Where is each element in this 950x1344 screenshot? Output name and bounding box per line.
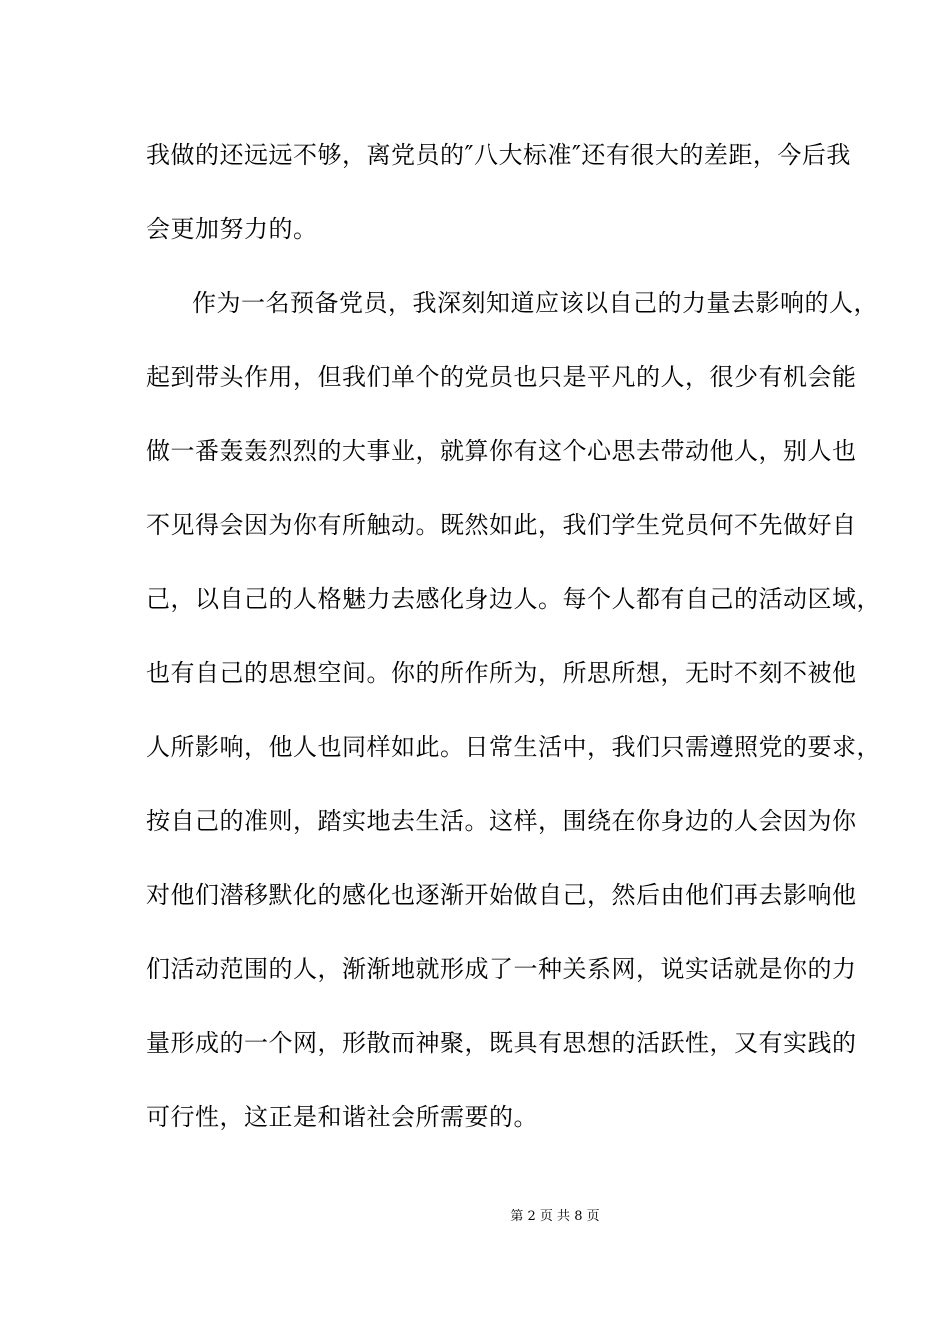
text-line: 对他们潜移默化的感化也逐渐开始做自己，然后由他们再去影响他 (146, 881, 857, 909)
text-line: 不见得会因为你有所触动。既然如此，我们学生党员何不先做好自 (146, 511, 857, 539)
text-line: 己，以自己的人格魅力去感化身边人。每个人都有自己的活动区域， (146, 585, 881, 613)
text-line: 按自己的准则，踏实地去生活。这样，围绕在你身边的人会因为你 (146, 807, 857, 835)
text-line: 会更加努力的。 (146, 215, 318, 243)
text-line: 量形成的一个网，形散而神聚，既具有思想的活跃性，又有实践的 (146, 1029, 857, 1057)
text-line: 可行性，这正是和谐社会所需要的。 (146, 1103, 538, 1131)
text-line: 也有自己的思想空间。你的所作所为，所思所想，无时不刻不被他 (146, 659, 857, 687)
text-line: 人所影响，他人也同样如此。日常生活中，我们只需遵照党的要求， (146, 733, 881, 761)
text-line: 起到带头作用，但我们单个的党员也只是平凡的人，很少有机会能 (146, 363, 857, 391)
text-line: 做一番轰轰烈烈的大事业，就算你有这个心思去带动他人，别人也 (146, 437, 857, 465)
text-line: 们活动范围的人，渐渐地就形成了一种关系网，说实话就是你的力 (146, 955, 857, 983)
paragraph-first-line: 作为一名预备党员，我深刻知道应该以自己的力量去影响的人， (192, 289, 878, 317)
text-line: 我做的还远远不够，离党员的″八大标准″还有很大的差距，今后我 (146, 141, 851, 169)
page-number-footer: 第 2 页 共 8 页 (510, 1209, 600, 1224)
